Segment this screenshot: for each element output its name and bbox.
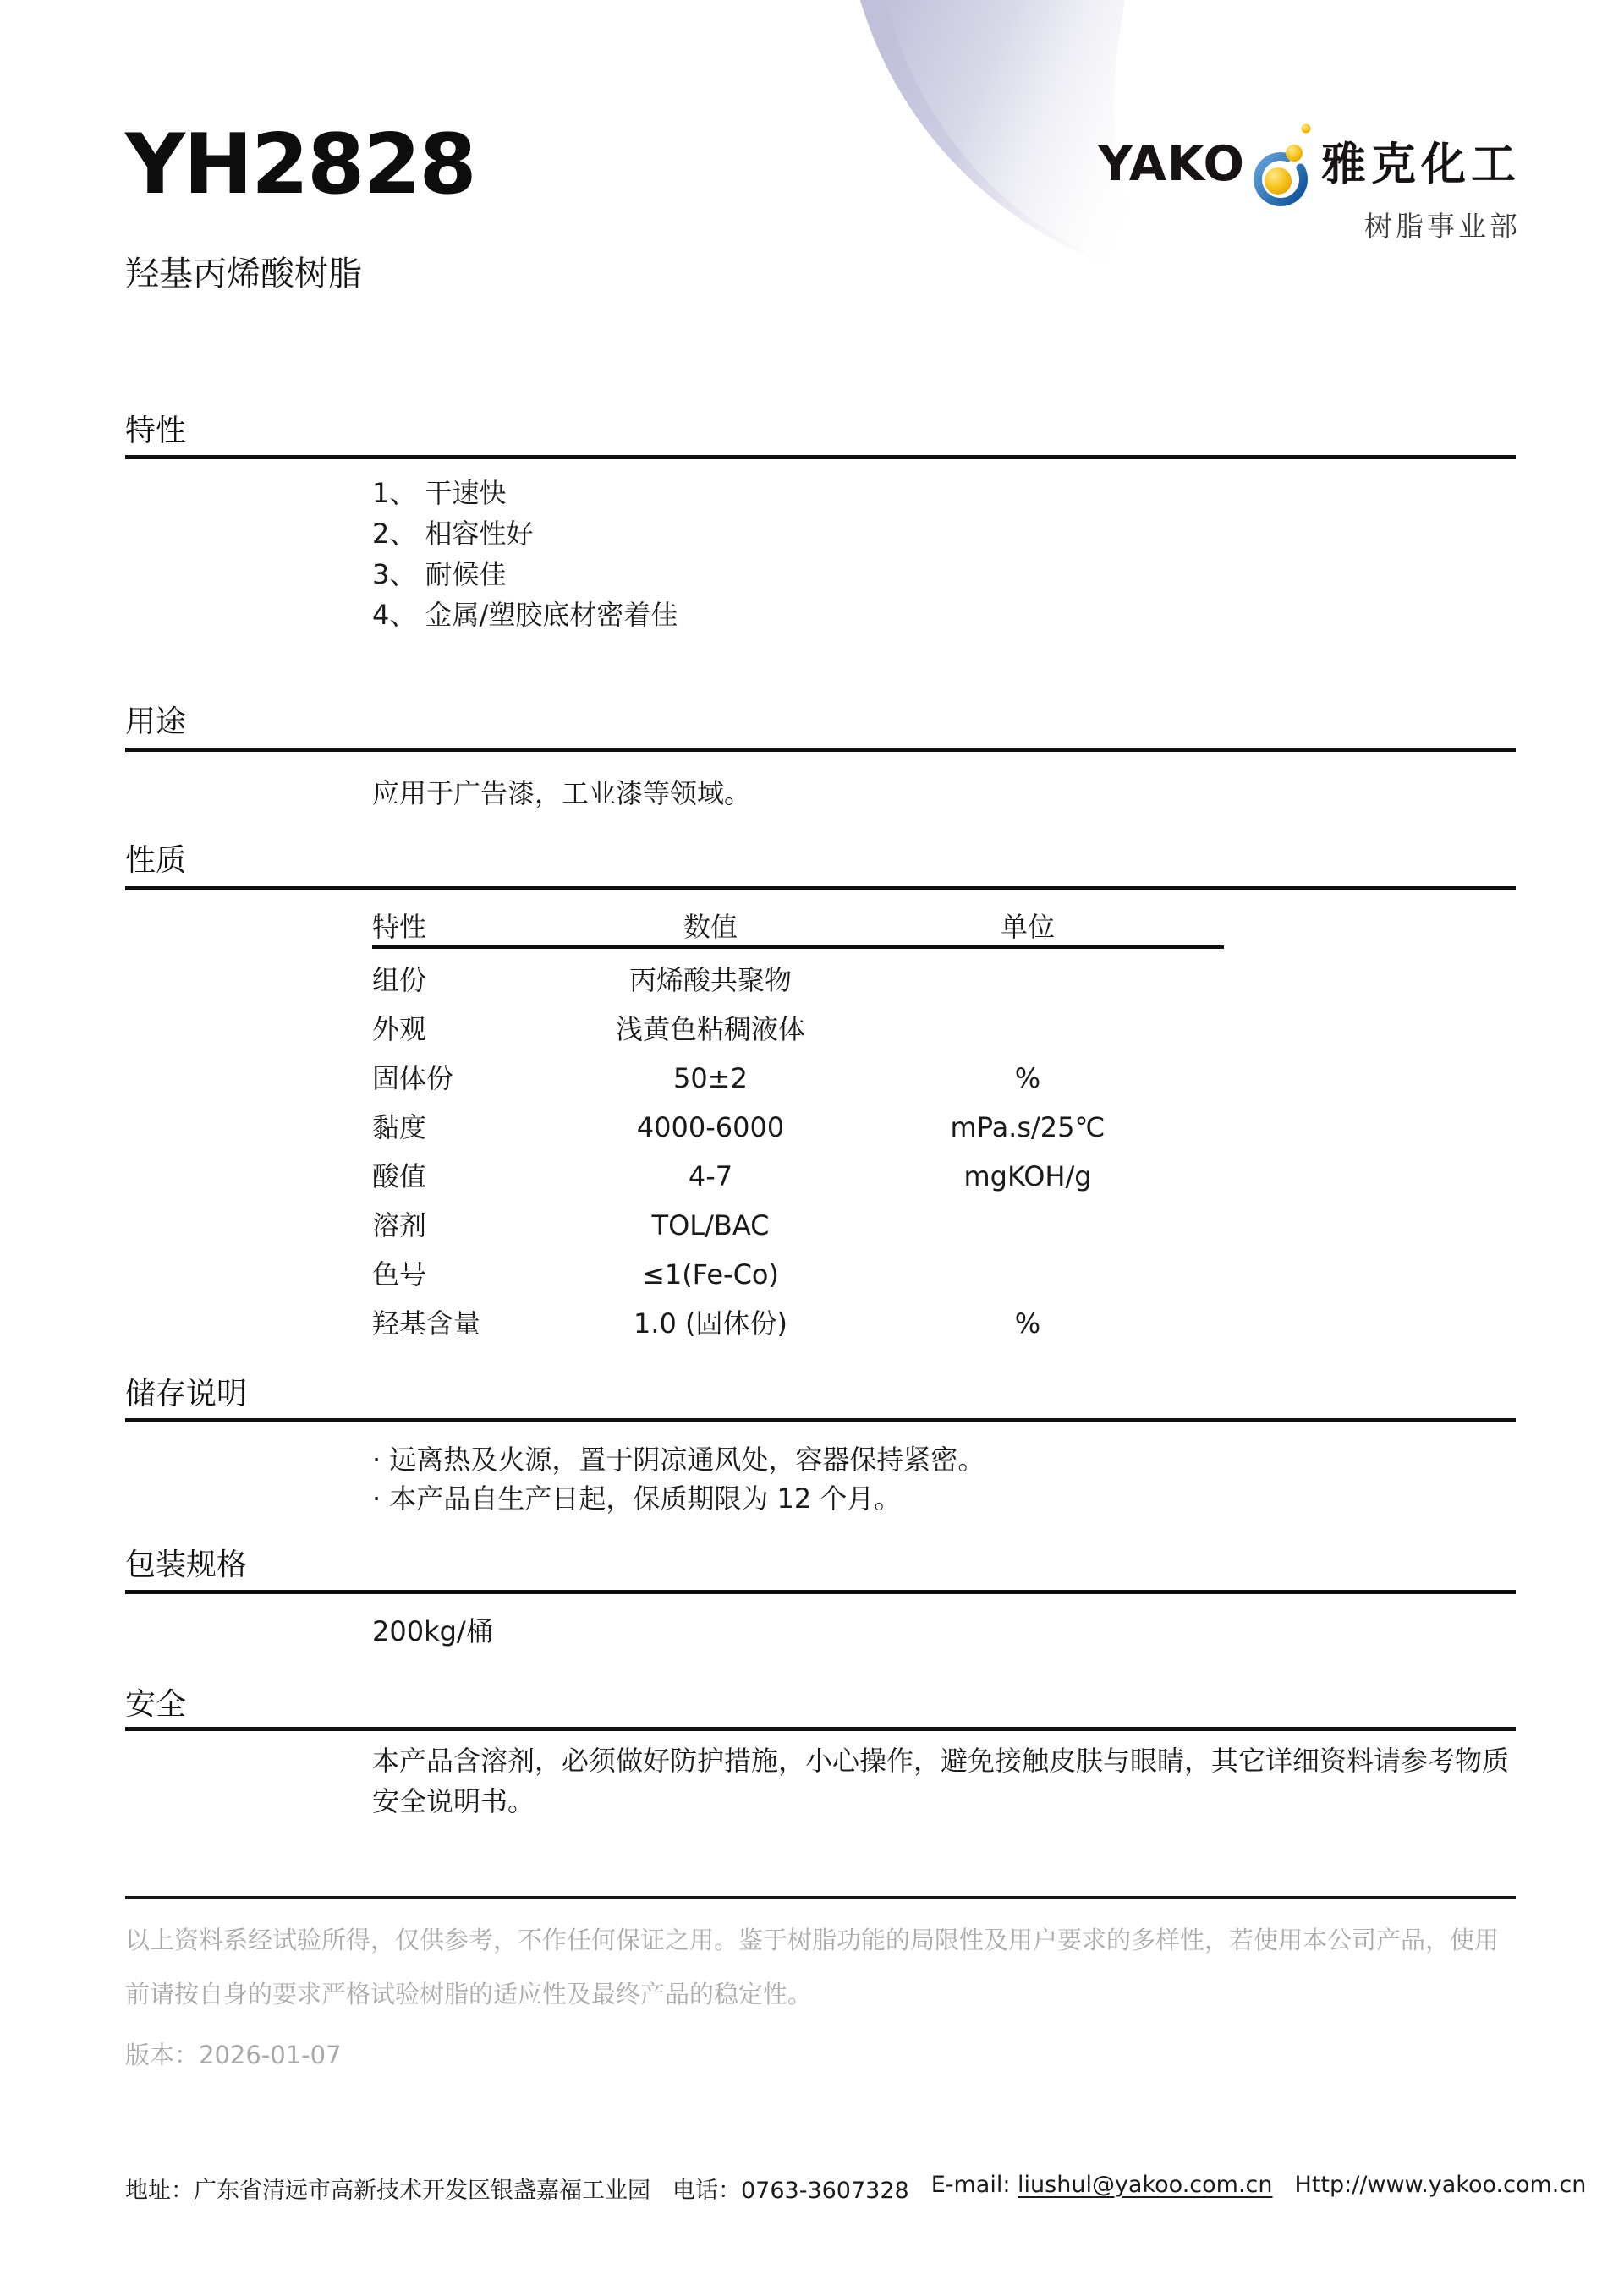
properties-table [372, 908, 1224, 1348]
section-safety-heading: 安全 [125, 1687, 187, 1722]
property-name: 外观 [372, 1013, 427, 1045]
col-unit-header: 单位 [1000, 911, 1056, 943]
property-value: 50±2 [673, 1062, 748, 1094]
property-row [372, 1103, 1224, 1152]
storage-list [372, 1440, 985, 1518]
property-row [372, 1054, 1224, 1103]
footer-website: Http://www.yakoo.com.cn [1294, 2172, 1587, 2198]
section-properties-heading: 性质 [125, 843, 187, 878]
product-name-subtitle: 羟基丙烯酸树脂 [125, 255, 362, 293]
property-unit: % [1014, 1062, 1041, 1094]
feature-item: 4、 金属/塑胶底材密着佳 [372, 599, 678, 631]
property-name: 酸值 [372, 1160, 427, 1192]
property-value: 4000-6000 [636, 1111, 785, 1143]
footer-email [931, 2172, 1273, 2205]
property-value: 浅黄色粘稠液体 [615, 1013, 806, 1045]
section-rule [125, 886, 1516, 890]
property-unit: mgKOH/g [963, 1160, 1092, 1192]
property-name: 固体份 [372, 1062, 454, 1094]
property-value: TOL/BAC [651, 1209, 770, 1241]
version-value: 2026-01-07 [199, 2041, 342, 2069]
applications-text: 应用于广告漆，工业漆等领域。 [372, 777, 752, 809]
section-rule [125, 1590, 1516, 1594]
version-label: 版本： [125, 2041, 200, 2069]
property-unit: % [1014, 1307, 1041, 1340]
logo-division: 树脂事业部 [1364, 210, 1521, 243]
table-header-rule [372, 945, 1224, 949]
property-row [372, 1152, 1224, 1201]
section-rule [125, 455, 1516, 459]
col-name-header: 特性 [372, 911, 427, 943]
property-value: ≤1(Fe-Co) [642, 1258, 779, 1290]
property-name: 黏度 [372, 1111, 427, 1143]
property-value: 4-7 [688, 1160, 733, 1192]
footer-address-value: 广东省清远市高新技术开发区银盏嘉福工业园 [194, 2178, 650, 2204]
storage-item: · 本产品自生产日起，保质期限为 12 个月。 [372, 1482, 902, 1515]
section-features-heading: 特性 [125, 414, 187, 448]
property-value: 丙烯酸共聚物 [628, 964, 793, 996]
property-row [372, 1201, 1224, 1250]
product-code-title: YH2828 [125, 117, 475, 213]
property-row [372, 1299, 1224, 1348]
feature-item: 3、 耐候佳 [372, 558, 507, 590]
footer-address-label: 地址： [125, 2178, 194, 2204]
footer-phone-value: 0763-3607328 [741, 2178, 909, 2204]
footer-phone [672, 2172, 909, 2205]
footer-email-label: E-mail: [930, 2172, 1011, 2198]
company-logo [1098, 113, 1521, 215]
property-name: 组份 [372, 964, 427, 996]
safety-text: 本产品含溶剂，必须做好防护措施，小心操作，避免接触皮肤与眼睛，其它详细资料请参考物质安全说明书。 [372, 1745, 1510, 1817]
footer-email-link[interactable]: liushul@yakoo.com.cn [1018, 2172, 1273, 2198]
section-rule [125, 1418, 1516, 1422]
footer-address [125, 2172, 650, 2205]
logo-yako-text: YAKO [1098, 135, 1245, 192]
property-row [372, 956, 1224, 1005]
property-name: 羟基含量 [372, 1307, 481, 1340]
disclaimer-divider [125, 1896, 1516, 1899]
section-packaging-heading: 包装规格 [125, 1548, 248, 1582]
disclaimer-text: 以上资料系经试验所得，仅供参考，不作任何保证之用。鉴于树脂功能的局限性及用户要求的多样性，若使用本公司产品，使用前请按自身的要求严格试验树脂的适应性及最终产品的稳定性。 [125, 1926, 1500, 2008]
feature-item: 2、 相容性好 [372, 518, 534, 550]
property-name: 色号 [372, 1258, 427, 1290]
version-line [125, 2036, 342, 2071]
features-list [372, 473, 678, 635]
section-storage-heading: 储存说明 [125, 1377, 248, 1411]
section-rule [125, 748, 1516, 752]
col-value-header: 数值 [683, 911, 738, 943]
section-rule [125, 1727, 1516, 1731]
properties-header-row [372, 908, 1224, 945]
logo-cn-text: 雅克化工 [1321, 138, 1521, 190]
logo-emblem-icon [1252, 113, 1314, 215]
storage-item: · 远离热及火源，置于阴凉通风处，容器保持紧密。 [372, 1444, 985, 1476]
property-row [372, 1005, 1224, 1054]
property-row [372, 1250, 1224, 1299]
property-name: 溶剂 [372, 1209, 427, 1241]
feature-item: 1、 干速快 [372, 477, 507, 509]
section-applications-heading: 用途 [125, 704, 187, 739]
property-value: 1.0 (固体份) [633, 1307, 788, 1340]
property-unit: mPa.s/25℃ [950, 1111, 1106, 1143]
footer-phone-label: 电话： [672, 2178, 741, 2204]
packaging-text: 200kg/桶 [372, 1615, 493, 1647]
footer [125, 2172, 1587, 2205]
